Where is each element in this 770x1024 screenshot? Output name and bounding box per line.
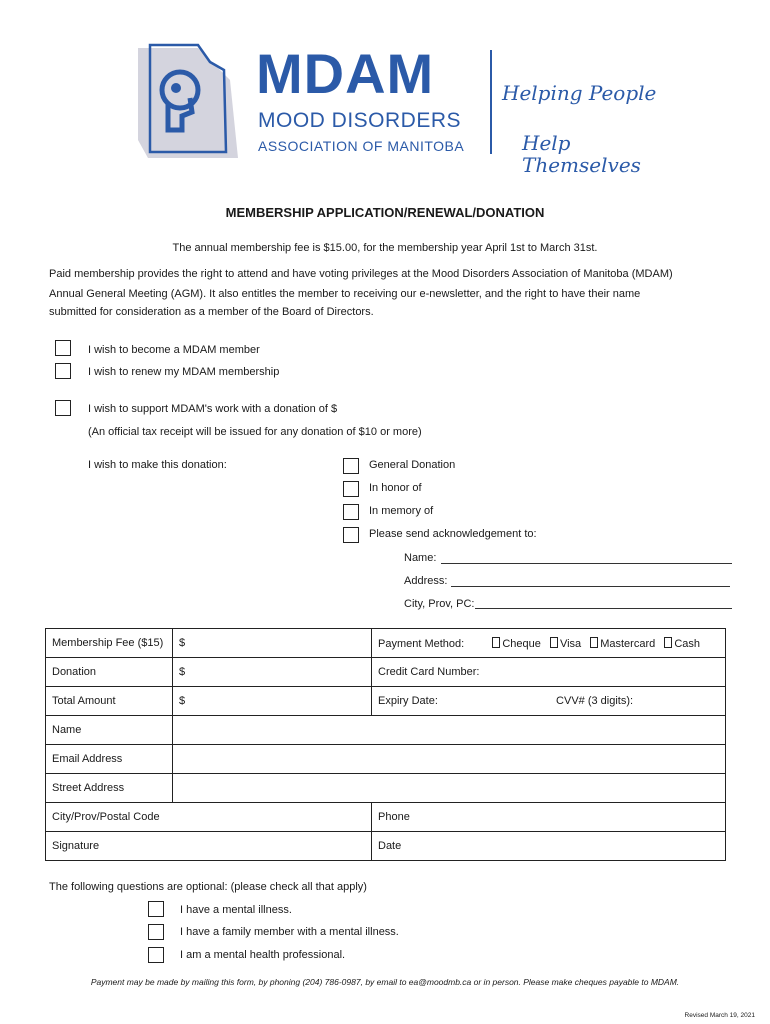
membership-fee-field[interactable]: $ — [173, 629, 372, 658]
optional-heading: The following questions are optional: (please check all that apply) — [49, 881, 367, 893]
renew-member-checkbox[interactable] — [55, 363, 71, 379]
phone-field[interactable] — [372, 803, 726, 832]
revised-date: Revised March 19, 2021 — [684, 1012, 755, 1019]
intro-line-3: submitted for consideration as a member of the Board of Directors. — [49, 306, 374, 318]
visa-label: Visa — [559, 637, 582, 650]
ack-name-label: Name: — [404, 552, 437, 564]
fee-note: The annual membership fee is $15.00, for the membership year April 1st to March 31st. — [172, 242, 598, 254]
payment-table — [45, 628, 725, 861]
family-member-label: I have a family member with a mental illness. — [180, 926, 399, 938]
cash-label: Cash — [674, 637, 700, 650]
street-field[interactable] — [173, 774, 726, 803]
name-field[interactable] — [173, 716, 726, 745]
expiry-label: Expiry Date: — [378, 695, 438, 707]
city-label: City/Prov/Postal Code — [52, 811, 160, 823]
support-donation-label: I wish to support MDAM's work with a donation of $ — [88, 403, 338, 415]
become-member-checkbox[interactable] — [55, 340, 71, 356]
page-title: MEMBERSHIP APPLICATION/RENEWAL/DONATION — [225, 205, 545, 220]
cheque-checkbox[interactable] — [492, 637, 500, 648]
email-label: Email Address — [46, 745, 173, 774]
date-field[interactable] — [372, 832, 726, 861]
logo — [118, 40, 688, 177]
logo-tagline2: Help Themselves — [522, 131, 641, 177]
cheque-label: Cheque — [502, 637, 541, 650]
intro-line-2: Annual General Meeting (AGM). It also entitles the member to receiving our e-newsletter, and the right to have their name — [49, 288, 641, 300]
logo-divider — [490, 50, 492, 154]
total-amount-field[interactable]: $ — [173, 687, 372, 716]
acknowledge-label: Please send acknowledgement to: — [369, 528, 537, 540]
donation-label: Donation — [46, 658, 173, 687]
mental-illness-checkbox[interactable] — [148, 901, 164, 917]
logo-line2: ASSOCIATION OF MANITOBA — [258, 138, 465, 154]
become-member-label: I wish to become a MDAM member — [88, 344, 260, 356]
intro-line-1: Paid membership provides the right to attend and have voting privileges at the Mood Disorders Association of Manitoba (MDAM) — [49, 268, 673, 280]
donation-field[interactable]: $ — [173, 658, 372, 687]
ack-city-field[interactable] — [475, 608, 732, 609]
honor-checkbox[interactable] — [343, 481, 359, 497]
ack-name-field[interactable] — [441, 563, 732, 564]
credit-card-field[interactable] — [372, 658, 726, 687]
date-label: Date — [378, 840, 402, 852]
membership-fee-label: Membership Fee ($15) — [46, 629, 173, 658]
general-donation-label: General Donation — [369, 459, 456, 471]
footer-note: Payment may be made by mailing this form, by phoning (204) 786-0987, by email to ea@moodmb.ca or in person. Please make cheques payable to MDAM. — [90, 977, 680, 987]
logo-tagline1: Helping People — [502, 81, 657, 105]
cvv-label: CVV# (3 digits): — [556, 695, 634, 707]
make-donation-label: I wish to make this donation: — [88, 459, 227, 471]
professional-label: I am a mental health professional. — [180, 949, 346, 961]
ack-address-label: Address: — [404, 575, 448, 587]
support-donation-checkbox[interactable] — [55, 400, 71, 416]
ack-city-label: City, Prov, PC: — [404, 598, 475, 610]
payment-method-cell — [372, 629, 726, 658]
expiry-cvv-cell[interactable] — [372, 687, 726, 716]
honor-label: In honor of — [369, 482, 422, 494]
professional-checkbox[interactable] — [148, 947, 164, 963]
visa-checkbox[interactable] — [550, 637, 558, 648]
mental-illness-label: I have a mental illness. — [180, 904, 292, 916]
logo-acronym: MDAM — [256, 42, 435, 105]
memory-label: In memory of — [369, 505, 434, 517]
cash-checkbox[interactable] — [664, 637, 672, 648]
ack-address-field[interactable] — [451, 586, 730, 587]
phone-label: Phone — [378, 811, 410, 823]
name-label: Name — [46, 716, 173, 745]
total-amount-label: Total Amount — [46, 687, 173, 716]
signature-field[interactable] — [46, 832, 372, 861]
signature-label: Signature — [52, 840, 100, 852]
tax-receipt-note: (An official tax receipt will be issued for any donation of $10 or more) — [88, 426, 422, 438]
general-donation-checkbox[interactable] — [343, 458, 359, 474]
mastercard-checkbox[interactable] — [590, 637, 598, 648]
acknowledge-checkbox[interactable] — [343, 527, 359, 543]
logo-line1: MOOD DISORDERS — [258, 109, 462, 132]
manitoba-head-icon — [118, 40, 248, 165]
payment-method-label: Payment Method: — [378, 637, 465, 650]
street-label: Street Address — [46, 774, 173, 803]
memory-checkbox[interactable] — [343, 504, 359, 520]
credit-card-label: Credit Card Number: — [378, 666, 480, 678]
mastercard-label: Mastercard — [600, 637, 656, 650]
email-field[interactable] — [173, 745, 726, 774]
family-member-checkbox[interactable] — [148, 924, 164, 940]
city-field[interactable] — [46, 803, 372, 832]
renew-member-label: I wish to renew my MDAM membership — [88, 366, 280, 378]
